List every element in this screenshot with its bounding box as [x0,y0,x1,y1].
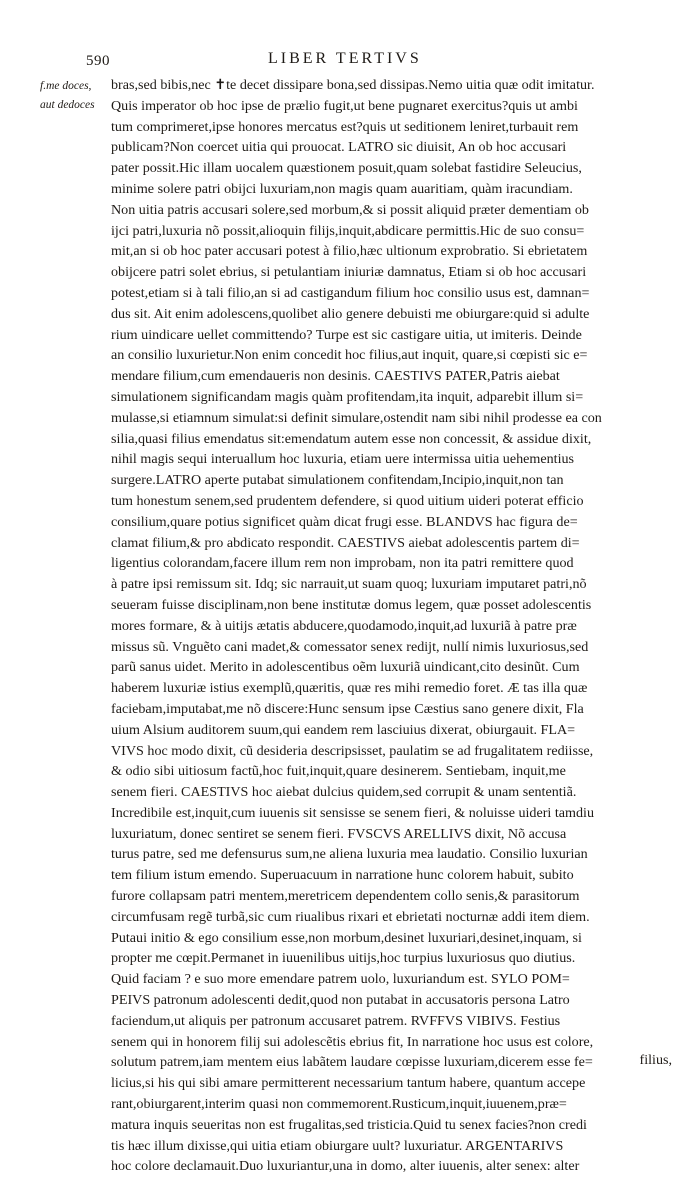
marginal-note: aut dedoces [40,99,95,111]
text-line: luxuriatum, donec sentiret se senem fieri. FVSCVS ARELLIVS dixit, Nõ accusa [111,825,567,842]
text-line: Putaui initio & ego consilium esse,non morbum,desinet luxuriari,desinet,inquam, si [111,929,582,946]
text-line: mulasse,si etiamnum simulat:si definit simulare,ostendit nam sibi nihil prodesse ea con [111,409,602,426]
text-line: dus sit. Ait enim adolescens,quolibet alio genere debuisti me obiurgare:quid si adulte [111,305,590,322]
text-line: seueram fuisse disciplinam,non bene institutæ domus legem, quæ posset adolescentis [111,596,592,613]
text-line: simulationem significandam magis quàm profitendam,ita inquit, adparebit illum si= [111,388,584,405]
text-line: ligentius colorandam,facere illum rem non improbam, non ita patri remittere quod [111,555,574,572]
text-line: hoc colore declamauit.Duo luxuriantur,una in domo, alter iuuenis, alter senex: alter [111,1158,580,1175]
text-line: Quis imperator ob hoc ipse de prælio fugit,ut bene pugnaret exercitus?quis ut ambi [111,97,578,114]
text-line: Incredibile est,inquit,cum iuuenis sit sensisse se senem fieri, & noluisse uideri tamdiu [111,804,595,821]
running-title: LIBER TERTIVS [268,50,422,67]
text-line: senem fieri. CAESTIVS hoc aiebat dulcius quidem,sed corrupit & unam sententiã. [111,784,577,801]
text-line: circumfusam regẽ turbã,sic cum riualibus rixari et ebrietati nocturnæ addi item diem. [111,908,590,925]
text-line: bras,sed bibis,nec ✝te decet dissipare bona,sed dissipas.Nemo uitia quæ odit imitatur. [111,77,595,93]
text-line: consilium,quare potius significet quàm dicat frugi esse. BLANDVS hac figura de= [111,513,578,530]
text-line: tem filium istum emendo. Superuacuum in narratione hunc colorem habuit, subito [111,867,574,884]
text-line: missus sũ. Vnguẽto cani madet,& comessator senex redijt, nullí nimis luxuriosus,sed [111,638,589,655]
text-line: & odio sibi uitiosum factũ,hoc fuit,inquit,quare desinerem. Sentiebam, inquit,me [111,763,566,780]
marginal-note: f.me doces, [40,80,92,92]
body-text [111,75,681,1177]
text-line: PEIVS patronum adolescenti dedit,quod non putabat in accusatoris persona Latro [111,992,570,1009]
text-line: obijcere patri solet ebrius, si petulantiam iniuriæ damnatus, Etiam si ob hoc accusari [111,264,587,281]
text-line: surgere.LATRO aperte putabat simulationem confitendam,Incipio,inquit,non tan [111,472,564,489]
text-line: licius,si his qui sibi amare permitterent necessarium tantum habere, quantum accepe [111,1075,586,1092]
text-line: clamat filium,& pro abdicato respondit. CAESTIVS aiebat adolescentis partem di= [111,534,580,551]
text-line: Quid faciam ? e suo more emendare patrem uolo, luxuriandum est. SYLO POM= [111,971,570,988]
text-line: ijci patri,luxuria nõ possit,alioquin filijs,inquit,abdicare permittis.Hic de suo consu= [111,222,585,239]
text-line: silia,quasi filius emendatus sit:emendatum autem esse non concessit, & assidue dixit, [111,430,592,447]
text-line: rium uindicare uellet committendo? Turpe est sic castigare uitia, ut imiteris. Deinde [111,326,582,343]
text-line: VIVS hoc modo dixit, cũ desideria descripsisset, paulatim se ad frugalitatem rediisse, [111,742,594,759]
page-number: 590 [86,53,110,69]
text-line: furore collapsam patri mentem,meretricem dependentem collo senis,& parasitorum [111,888,580,905]
text-line: tum honestum senem,sed prudentem defendere, si quod uitium uideri poterat efficio [111,492,584,509]
text-line: à patre ipsi remissum sit. Idq; sic narrauit,ut suam quoq; luxuriam imputaret patri,nõ [111,576,587,593]
text-line: Non uitia patris accusari solere,sed morbum,& si possit aliquid præter dementiam ob [111,201,589,218]
text-line: an consilio luxurietur.Non enim concedit hoc filius,aut inquit, quare,si cœpisti sic e= [111,347,588,364]
text-line: publicam?Non coercet uitia qui prouocat. LATRO sic diuisit, An ob hoc accusari [111,139,567,156]
text-line: minime solere patri obijci luxuriam,non magis quam auaritiam, quàm iracundiam. [111,180,573,197]
text-line: nihil magis sequi interuallum hoc luxuria, etiam uere intermissa uitia uehementius [111,451,575,468]
text-line: parũ sanus uidet. Merito in adolescentibus oẽm luxuriã uindicant,cito desinũt. Cum [111,659,580,676]
text-line: matura inquis seueritas non est frugalitas,sed tristicia.Quid tu senex facies?non credi [111,1116,587,1133]
text-line: faciebam,imputabat,me nõ discere:Hunc sensum ipse Cæstius sano genere dixit, Fla [111,700,584,717]
marginal-notes [40,77,106,115]
text-line: propter me cœpit.Permanet in iuuenilibus uitijs,hoc turpius luxuriosus quo diutius. [111,950,576,967]
text-line: mores formare, & à uitijs ætatis abducere,quodamodo,inquit,ad luxuriã à patre præ [111,617,577,634]
text-line: rant,obiurgarent,interim quasi non commemorent.Rusticum,inquit,iuuenem,præ= [111,1096,567,1113]
text-line: tis hæc illum dixisse,qui uitia etiam obiurgare uult? luxuriatur. ARGENTARIVS [111,1137,564,1154]
text-line: mendare filium,cum emendaueris non desinis. CAESTIVS PATER,Patris aiebat [111,368,560,385]
text-line: pater possit.Hic illam uocalem quæstionem posuit,quam solebat fastidire Seleucius, [111,160,582,177]
text-line: senem qui in honorem filij sui adolescẽtis ebrius fit, In narratione hoc usus est colore, [111,1033,594,1050]
text-line: mit,an si ob hoc pater accusari potest à filio,hæc ultionum exprobratio. Si ebrietatem [111,243,588,260]
text-line: haberem luxuriæ istius exemplũ,quæritis, quæ res mihi remedio foret. Æ tas illa quæ [111,680,588,697]
text-line: uium Alsium auditorem suum,qui eandem rem lasciuius dixerat, obiurgauit. FLA= [111,721,576,738]
text-line: potest,etiam si à tali filio,an si ad castigandum filium hoc consilio usus est, damnan= [111,284,590,301]
text-line: turus patre, sed me defensurus sum,ne aliena luxuria mea laudatio. Consilio luxurian [111,846,588,863]
catchword: filius, [639,1052,672,1068]
text-line: solutum patrem,iam mentem eius labãtem laudare cœpisse luxuriam,dicerem esse fe= [111,1054,593,1071]
text-line: tum comprimeret,ipse honores mercatus est?quis ut seditionem leniret,turbauit rem [111,118,579,135]
text-line: faciendum,ut aliquis per patronum accusaret patrem. RVFFVS VIBIVS. Festius [111,1012,561,1029]
